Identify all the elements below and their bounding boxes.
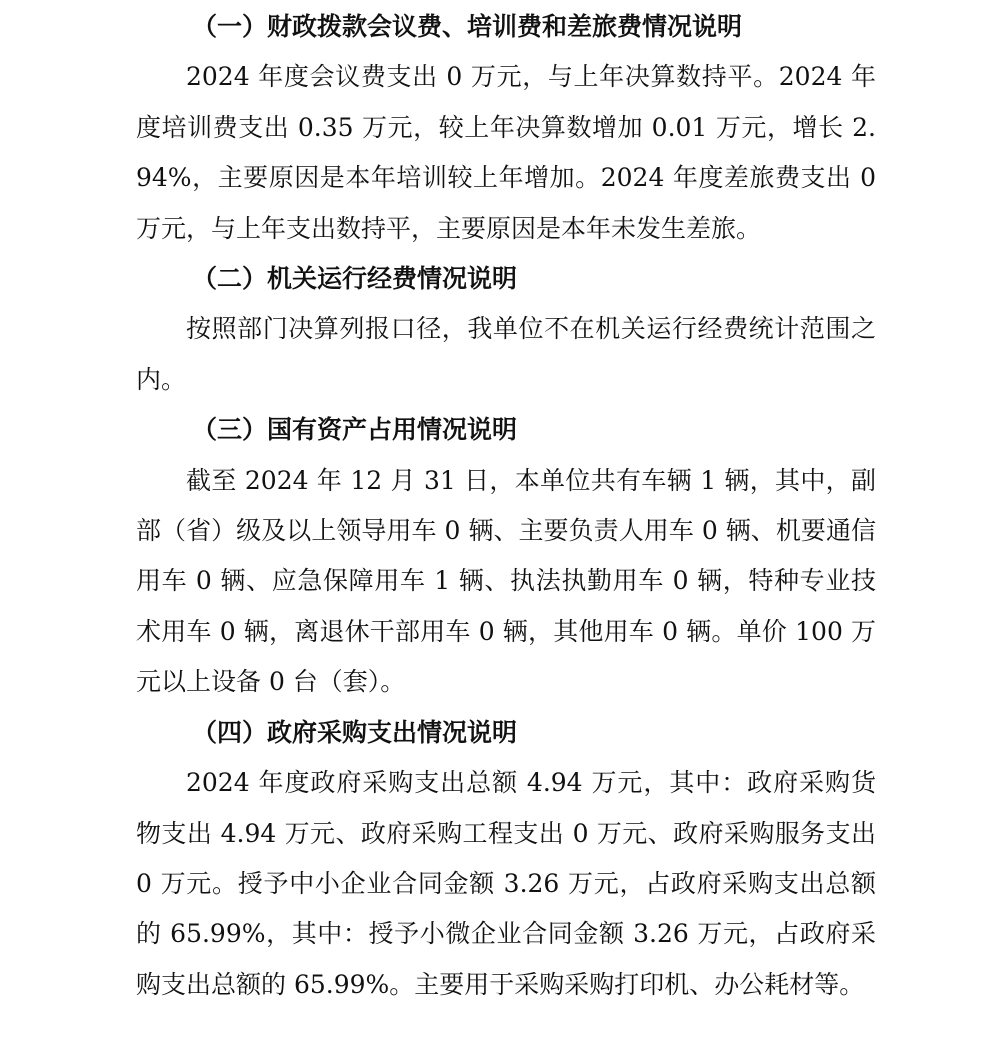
document-page [136, 0, 876, 1010]
section-heading-meeting-training-travel: （一）财政拨款会议费、培训费和差旅费情况说明 [192, 12, 743, 41]
section-heading-operating-expenses: （二）机关运行经费情况说明 [192, 264, 518, 294]
section-body-state-assets: 截至 2024 年 12 月 31 日，本单位共有车辆 1 辆，其中，副部（省）级及以上领导用车 0 辆、主要负责人用车 0 辆、机要通信用车 0 辆、应急保障用车 1 辆、执法执勤用车 0 辆，特种专业技术用车 0 辆，离退休干部用车 0 辆，其他用车 0 辆。单价 100 万元以上设备 0 台（套）。 [136, 465, 876, 697]
section-body-operating-expenses: 按照部门决算列报口径，我单位不在机关运行经费统计范围之内。 [136, 314, 876, 394]
section-heading-government-procurement: （四）政府采购支出情况说明 [192, 717, 518, 747]
section-body-government-procurement: 2024 年度政府采购支出总额 4.94 万元，其中：政府采购货物支出 4.94 万元、政府采购工程支出 0 万元、政府采购服务支出 0 万元。授予中小企业合同金额 3.26 万元，占政府采购支出总额的 65.99%，其中：授予小微企业合同金额 3.26 万元，占政府采购支出总额的 65.99%。主要用于采购采购打印机、办公耗材等。 [136, 768, 876, 999]
section-heading-state-assets: （三）国有资产占用情况说明 [192, 415, 518, 445]
section-body-meeting-training-travel: 2024 年度会议费支出 0 万元，与上年决算数持平。2024 年度培训费支出 0.35 万元，较上年决算数增加 0.01 万元，增长 2.94%，主要原因是本年培训较上年增加。2024 年度差旅费支出 0 万元，与上年支出数持平，主要原因是本年未发生差旅。 [136, 62, 876, 243]
